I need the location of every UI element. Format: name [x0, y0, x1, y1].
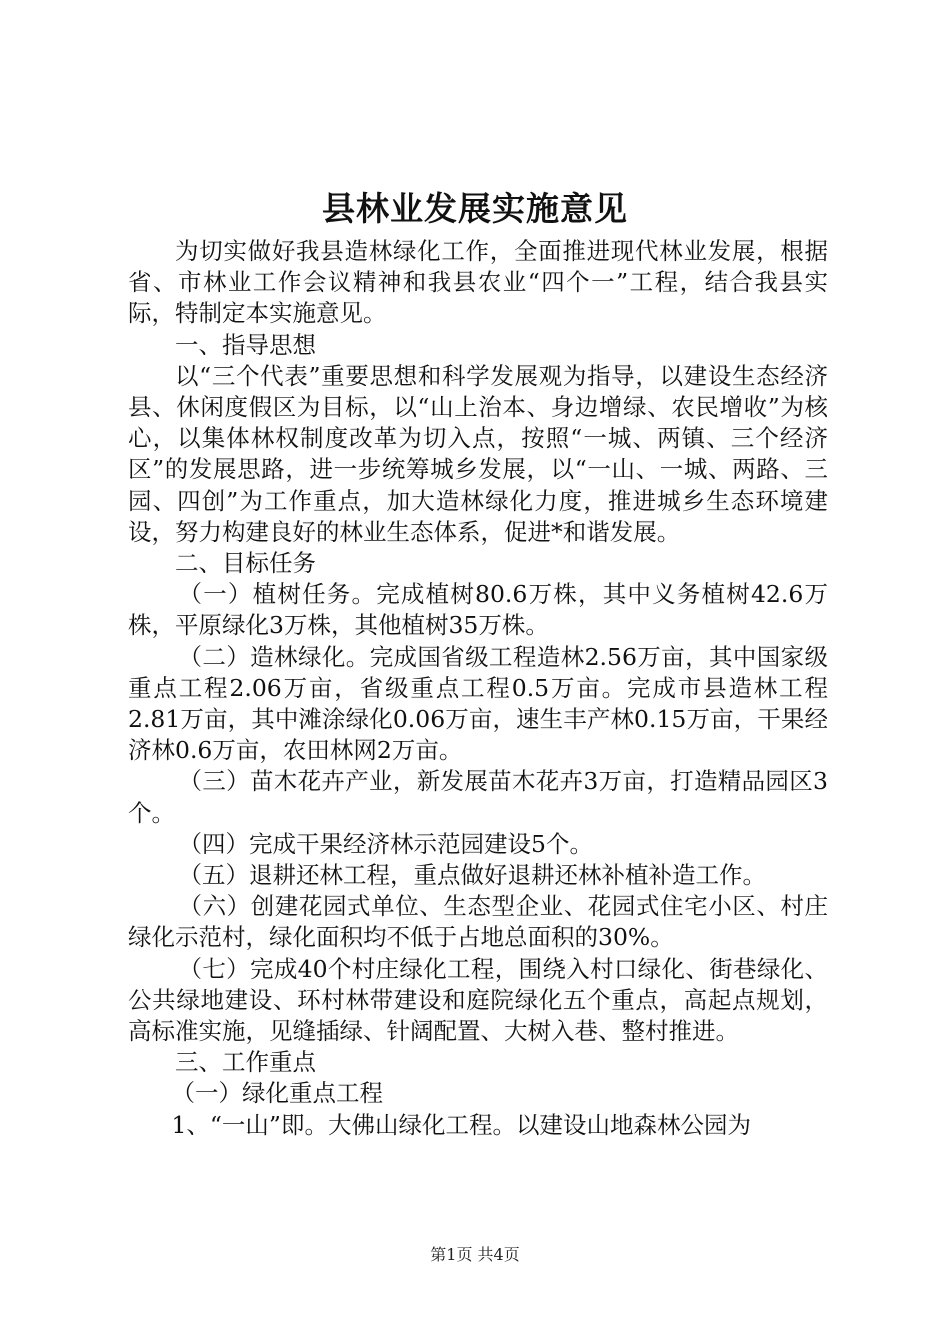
document-body [128, 236, 828, 1141]
page-footer: 第1页 共4页 [430, 1245, 520, 1264]
subheading-key-projects: （一）绿化重点工程 [171, 1079, 383, 1108]
target-item-afforestation: （二）造林绿化。完成国省级工程造林2.56万亩，其中国家级重点工程2.06万亩，省级重点工程0.5万亩。完成市县造林工程2.81万亩，其中滩涂绿化0.06万亩，速生丰产林0.15万亩，干果经济林0.6万亩，农田林网2万亩。 [128, 642, 828, 765]
target-item-village-greening: （七）完成40个村庄绿化工程，围绕入村口绿化、街巷绿化、公共绿地建设、环村林带建设和庭院绿化五个重点，高起点规划，高标准实施，见缝插绿、针阔配置、大树入巷、整村推进。 [128, 954, 828, 1046]
intro-paragraph: 为切实做好我县造林绿化工作，全面推进现代林业发展，根据省、市林业工作会议精神和我县农业“四个一”工程，结合我县实际，特制定本实施意见。 [128, 237, 828, 328]
target-item-garden-units: （六）创建花园式单位、生态型企业、花园式住宅小区、村庄绿化示范村，绿化面积均不低于占地总面积的30%。 [128, 892, 828, 952]
target-item-orchard-demo: （四）完成干果经济林示范园建设5个。 [178, 829, 593, 858]
section-heading-targets: 二、目标任务 [175, 549, 316, 578]
document-title: 县林业发展实施意见 [322, 189, 628, 228]
section-heading-guiding-ideology: 一、指导思想 [175, 330, 316, 359]
target-item-tree-planting: （一）植树任务。完成植树80.6万株，其中义务植树42.6万株，平原绿化3万株，其他植树35万株。 [128, 580, 828, 640]
key-project-item-1: 1、“一山”即。大佛山绿化工程。以建设山地森林公园为 [171, 1110, 751, 1139]
target-item-grain-for-green: （五）退耕还林工程，重点做好退耕还林补植补造工作。 [178, 861, 767, 890]
target-item-nursery: （三）苗木花卉产业，新发展苗木花卉3万亩，打造精品园区3个。 [128, 767, 828, 827]
guiding-ideology-paragraph: 以“三个代表”重要思想和科学发展观为指导，以建设生态经济县、休闲度假区为目标，以“山上治本、身边增绿、农民增收”为核心，以集体林权制度改革为切入点，按照“一城、两镇、三个经济区”的发展思路，进一步统筹城乡发展，以“一山、一城、两路、三园、四创”为工作重点，加大造林绿化力度，推进城乡生态环境建设，努力构建良好的林业生态体系，促进*和谐发展。 [128, 361, 828, 546]
section-heading-key-work: 三、工作重点 [175, 1048, 316, 1077]
